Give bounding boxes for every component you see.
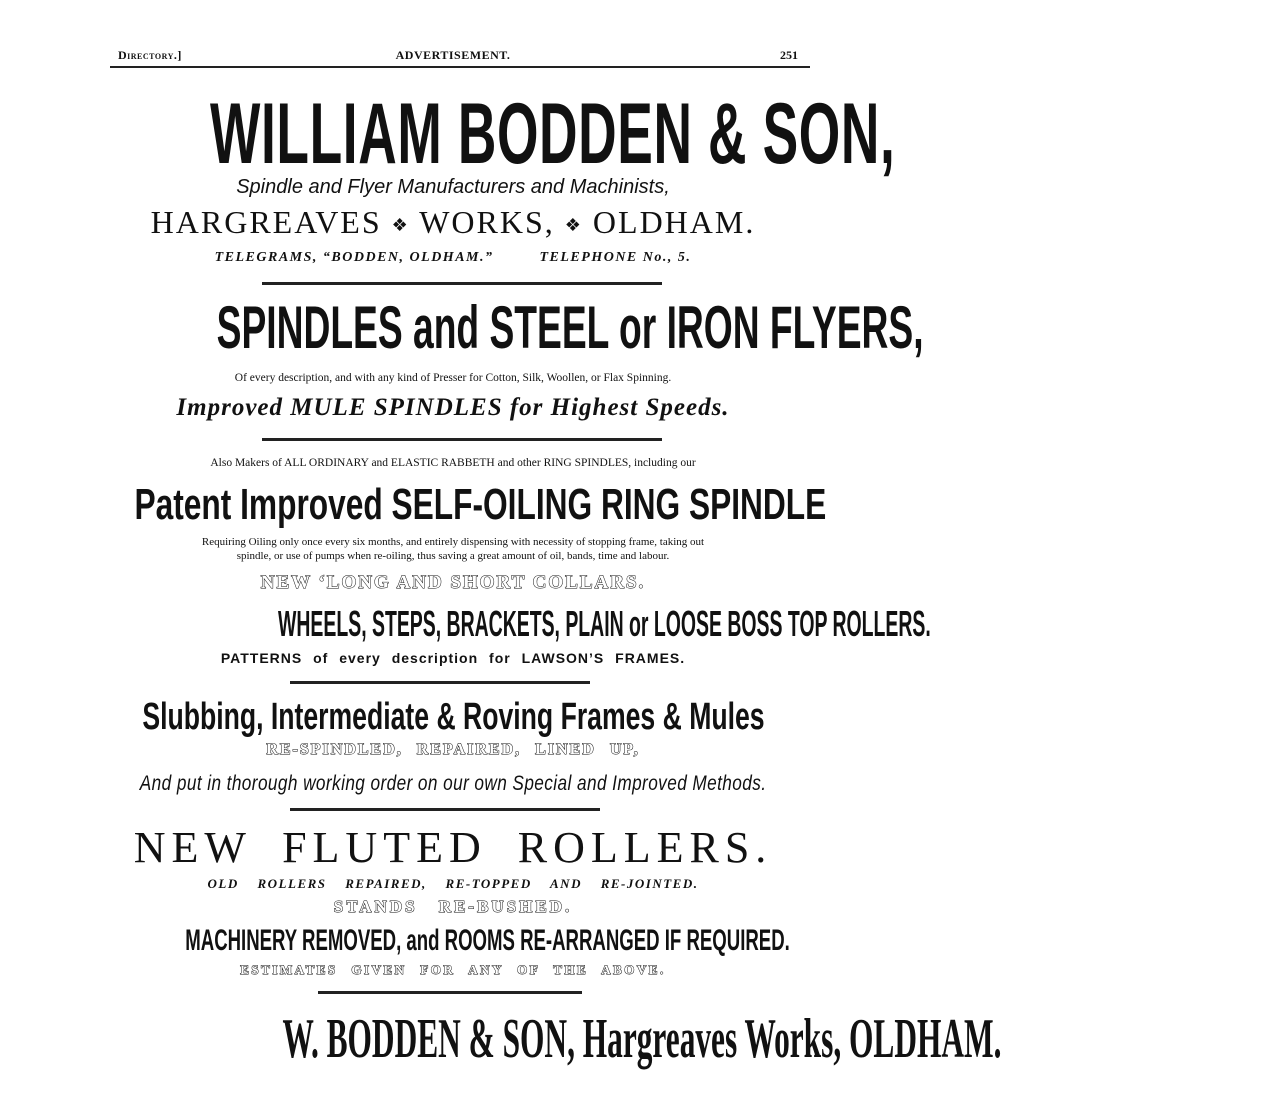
firm-name: WILLIAM BODDEN & SON, [210,86,896,182]
works-part-hargreaves: HARGREAVES [150,204,382,240]
frames-headline: Slubbing, Intermediate & Roving Frames & Mules [141,696,765,738]
fluted-rollers-headline: NEW FLUTED ROLLERS. [133,823,773,872]
divider-rule [262,282,662,285]
telegrams-row [0,250,906,266]
firm-trade: Spindle and Flyer Manufacturers and Machinists, [236,176,670,198]
makers-note: Also Makers of ALL ORDINARY and ELASTIC RABBETH and other RING SPINDLES, including our [210,457,696,469]
frames-headline-row [0,692,906,742]
header-page-number: 251 [780,48,798,62]
working-order-text: And put in thorough working order on our own Special and Improved Methods. [139,772,767,795]
telegrams: TELEGRAMS, “BODDEN, OLDHAM.” [214,250,494,265]
old-rollers-line: OLD ROLLERS REPAIRED, RE-TOPPED AND RE-JOINTED. [207,876,699,891]
spindles-headline: SPINDLES and STEEL or IRON FLYERS, [216,294,924,361]
wheels-line: WHEELS, STEPS, BRACKETS, PLAIN or LOOSE BOSS TOP ROLLERS. [278,603,931,644]
improved-mule-spindles: Improved MULE SPINDLES for Highest Speeds. [176,394,730,421]
header-rule [110,66,810,68]
works-part-oldham: OLDHAM. [592,204,756,240]
divider-rule [318,991,582,994]
ring-spindle-headline: Patent Improved SELF-OILING RING SPINDLE [134,480,827,529]
wheels-row [0,600,931,648]
working-order-line [0,772,906,796]
footer-address-row [0,1004,1002,1074]
telephone: TELEPHONE No., 5. [539,250,692,265]
machinery-row [0,920,906,962]
collars-line: NEW ‘LONG AND SHORT COLLARS. [260,572,646,593]
separator-ornament: ❖ [564,215,583,236]
divider-rule [290,808,600,811]
header-directory: Directory.] [118,48,182,62]
estimates-line: ESTIMATES GIVEN FOR ANY OF THE ABOVE. [240,962,666,977]
firm-name-row [0,84,906,184]
separator-ornament: ❖ [391,215,410,236]
spindles-headline-row [0,290,924,366]
requiring-line-1: Requiring Oiling only once every six months, and entirely dispensing with necessity of stopping frame, taking out [201,536,705,548]
spindles-description: Of every description, and with any kind of Presser for Cotton, Silk, Woollen, or Flax Spinning. [234,372,672,384]
works-part-works: WORKS, [419,204,555,240]
respindled-line: RE-SPINDLED, REPAIRED, LINED UP, [266,741,640,758]
patterns-line: PATTERNS of every description for LAWSON’S FRAMES. [220,650,686,666]
header-title: ADVERTISEMENT. [395,48,511,62]
footer-address: W. BODDEN & SON, Hargreaves Works, OLDHAM. [282,1008,1002,1070]
stands-rebushed-line: STANDS RE-BUSHED. [333,897,573,916]
requiring-line-2: spindle, or use of pumps when re-oiling, thus saving a great amount of oil, bands, time and labour. [236,550,670,562]
ring-headline-row [0,476,906,534]
works-address [0,204,906,241]
divider-rule [262,438,662,441]
divider-rule [290,681,590,684]
machinery-line: MACHINERY REMOVED, and ROOMS RE-ARRANGED IF REQUIRED. [185,924,790,957]
